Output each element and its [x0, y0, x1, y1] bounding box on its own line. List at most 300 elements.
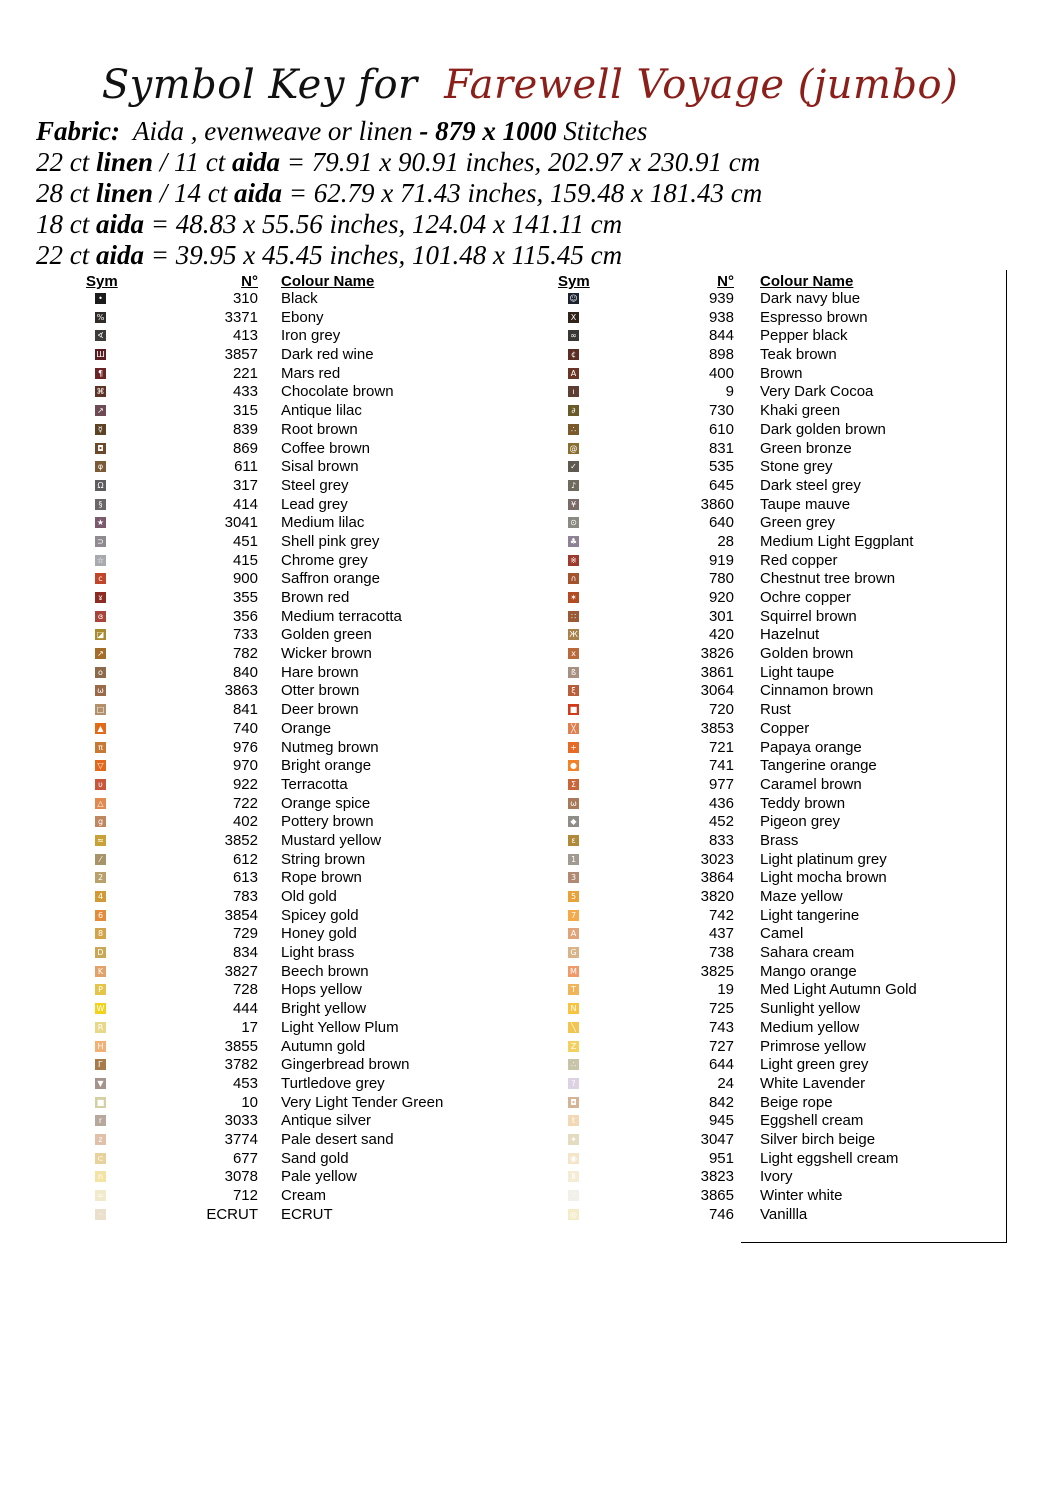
symbol-swatch: N	[568, 1003, 579, 1014]
bottom-border-line	[741, 1242, 1007, 1243]
colour-name: Honey gold	[281, 925, 357, 943]
color-number: 783	[232, 888, 258, 905]
colour-name: Brown	[760, 364, 803, 382]
color-number: 834	[232, 944, 258, 962]
fabric-size-a: 22 ct	[36, 147, 90, 177]
symbol-swatch: c	[95, 573, 106, 584]
fabric-line	[36, 116, 762, 147]
color-number: 951	[708, 1149, 734, 1167]
color-number: 221	[232, 364, 258, 382]
color-number: 355	[232, 589, 258, 606]
colour-name: Chestnut tree brown	[760, 570, 896, 588]
symbol-swatch: ✓	[568, 461, 579, 472]
num-header-right: N°	[717, 273, 734, 290]
color-number: 831	[708, 439, 734, 457]
colour-name: Winter white	[760, 1187, 843, 1204]
symbol-swatch: ▲	[95, 723, 106, 734]
colour-name: Otter brown	[281, 682, 360, 700]
symbol-swatch: H	[95, 1041, 106, 1052]
color-number: 945	[708, 1112, 734, 1130]
color-number: 740	[232, 719, 258, 737]
colour-name: Light tangerine	[760, 906, 860, 924]
color-number: 833	[708, 831, 734, 849]
color-number: 741	[708, 757, 734, 775]
symbol-swatch: z	[95, 1134, 106, 1145]
symbol-swatch: ●	[568, 760, 579, 771]
colour-name: Sand gold	[281, 1149, 349, 1167]
symbol-swatch: ξ	[568, 685, 579, 696]
symbol-swatch: ß	[568, 667, 579, 678]
color-number: 10	[241, 1093, 258, 1111]
color-number: 315	[232, 402, 258, 420]
symbol-swatch: ɞ	[95, 611, 106, 622]
colour-name: Cinnamon brown	[760, 682, 874, 700]
color-number: 725	[708, 1000, 734, 1018]
symbol-swatch: ↗	[95, 405, 106, 416]
colour-name: Camel	[760, 925, 804, 943]
colour-name: Squirrel brown	[760, 607, 857, 625]
symbol-swatch: ╳	[568, 723, 579, 734]
fabric-size-a: 28 ct	[36, 178, 90, 208]
color-number: 414	[232, 495, 258, 513]
symbol-swatch: 6	[95, 910, 106, 921]
color-number: 3827	[224, 962, 258, 980]
colour-name: Copper	[760, 719, 810, 737]
symbol-swatch: A	[568, 928, 579, 939]
color-number: 402	[232, 813, 258, 831]
color-number: 3078	[224, 1168, 258, 1186]
symbol-swatch: Ω	[95, 480, 106, 491]
fabric-types: Aida , evenweave or linen	[133, 116, 413, 146]
colour-name: Light green grey	[760, 1056, 869, 1074]
color-number: 900	[232, 570, 258, 588]
color-number: 3863	[224, 682, 258, 700]
colour-name: Orange spice	[281, 794, 371, 812]
color-number: 977	[708, 775, 734, 793]
fabric-size-line	[36, 240, 762, 271]
symbol-swatch: ♣	[569, 536, 578, 546]
fabric-size-d: aida	[96, 240, 145, 270]
color-number: 420	[708, 626, 734, 644]
colour-name: Sisal brown	[281, 458, 359, 476]
color-number: 938	[708, 308, 734, 326]
color-number: 640	[708, 514, 734, 532]
symbol-swatch: x	[568, 648, 579, 659]
color-number: 3853	[700, 719, 734, 737]
color-number: 722	[232, 794, 258, 812]
symbol-swatch: ■	[96, 1097, 105, 1107]
colour-name: Papaya orange	[760, 738, 862, 756]
symbol-swatch: ∵	[568, 1190, 579, 1201]
symbol-swatch: ↗	[95, 648, 106, 659]
color-number: 400	[708, 364, 734, 382]
color-number: 3033	[224, 1112, 258, 1130]
symbol-swatch: §	[95, 499, 106, 510]
color-number: 3825	[700, 962, 734, 980]
colour-name: Spicey gold	[281, 906, 359, 924]
colour-name: Mars red	[281, 364, 341, 382]
symbol-swatch: ◉	[568, 1153, 579, 1164]
fabric-size-d: aida	[234, 178, 283, 208]
color-number: 746	[708, 1205, 734, 1223]
colour-name: ECRUT	[281, 1205, 333, 1223]
colour-name: Ochre copper	[760, 589, 851, 606]
color-number: 17	[241, 1018, 258, 1036]
symbol-swatch: Ⅱ	[568, 1171, 579, 1182]
symbol-swatch: ◘	[568, 1097, 579, 1108]
color-number: 898	[708, 346, 734, 364]
color-number: 452	[708, 813, 734, 831]
color-number: 743	[708, 1018, 734, 1036]
colour-name: Eggshell cream	[760, 1112, 864, 1130]
color-number: 3864	[700, 869, 734, 887]
symbol-swatch: ◎	[568, 1209, 579, 1220]
symbol-swatch: ¢	[568, 349, 579, 360]
color-number: 3865	[700, 1187, 734, 1204]
colour-name: Light eggshell cream	[760, 1149, 899, 1167]
color-number: 612	[232, 850, 258, 868]
colour-name: Gingerbread brown	[281, 1056, 410, 1074]
colour-name: Stone grey	[760, 458, 833, 476]
color-number: 3023	[700, 850, 734, 868]
symbol-swatch: 7	[568, 910, 579, 921]
color-number: 3041	[224, 514, 258, 532]
colour-name: Green grey	[760, 514, 836, 532]
color-number: 840	[232, 663, 258, 681]
symbol-swatch: ⊙	[568, 517, 579, 528]
colour-name: Mango orange	[760, 962, 857, 980]
symbol-swatch: ¥	[568, 499, 579, 510]
color-number: 970	[232, 757, 258, 775]
symbol-swatch: ☆	[96, 555, 105, 565]
colour-name: Chocolate brown	[281, 383, 394, 401]
page-title	[0, 60, 1060, 110]
fabric-size-e: = 48.83 x 55.56 inches, 124.04 x 141.11 cm	[150, 209, 623, 239]
symbol-swatch: W	[96, 1004, 105, 1014]
colour-name: White Lavender	[760, 1074, 866, 1092]
colour-name: Coffee brown	[281, 439, 370, 457]
color-number: 451	[232, 532, 258, 550]
symbol-swatch: ∢	[95, 330, 106, 341]
color-number: 919	[708, 551, 734, 569]
color-number: 3774	[224, 1130, 258, 1148]
color-number: 413	[232, 327, 258, 345]
color-number: 611	[234, 458, 258, 476]
symbol-swatch: t	[568, 1115, 579, 1126]
colour-name: Teak brown	[760, 346, 837, 364]
symbol-swatch: o	[95, 667, 106, 678]
symbol-swatch: π	[95, 742, 106, 753]
symbol-swatch: ⁄	[95, 854, 106, 865]
color-number: 742	[708, 906, 734, 924]
colour-name: Light Yellow Plum	[281, 1018, 399, 1036]
color-number: 301	[708, 607, 734, 625]
symbol-swatch: •	[95, 293, 106, 304]
color-number: 3064	[700, 682, 734, 700]
colour-name: Medium yellow	[760, 1018, 860, 1036]
colour-name: Light mocha brown	[760, 869, 887, 887]
colour-name: Red copper	[760, 551, 838, 569]
fabric-dash: -	[419, 116, 429, 146]
symbol-swatch: %	[96, 312, 105, 322]
colour-name: Medium terracotta	[281, 607, 402, 625]
colour-name: Pigeon grey	[760, 813, 841, 831]
color-number: 3861	[700, 663, 734, 681]
color-number: 610	[708, 420, 734, 438]
color-number: 920	[708, 589, 734, 606]
symbol-swatch: ɛ	[568, 835, 579, 846]
colour-name: Pottery brown	[281, 813, 374, 831]
colour-name: Pale desert sand	[281, 1130, 394, 1148]
colour-name: Terracotta	[281, 775, 348, 793]
color-number: 453	[232, 1074, 258, 1092]
symbol-swatch: ✦	[568, 1134, 579, 1145]
fabric-size-d: aida	[96, 209, 145, 239]
title-prefix: Symbol Key for	[101, 62, 418, 108]
color-number: 730	[708, 402, 734, 420]
color-number: 19	[717, 981, 734, 999]
color-number: 712	[232, 1187, 258, 1204]
symbol-swatch: Ш	[96, 350, 105, 360]
fabric-size-c: / 14 ct	[159, 178, 228, 208]
symbol-swatch: 2	[95, 872, 106, 883]
color-number: 3823	[700, 1168, 734, 1186]
fabric-label: Fabric:	[36, 116, 120, 146]
color-number: 317	[232, 476, 258, 494]
colour-name: Teddy brown	[760, 794, 846, 812]
colour-name: String brown	[281, 850, 366, 868]
symbol-swatch: Σ	[568, 779, 579, 790]
symbol-swatch: ◆	[568, 816, 579, 827]
color-number: 436	[708, 794, 734, 812]
color-number: 3371	[224, 308, 258, 326]
symbol-swatch: T	[568, 984, 579, 995]
colour-name: Ebony	[281, 308, 324, 326]
fabric-size-a: 18 ct	[36, 209, 90, 239]
colour-name: Tangerine orange	[760, 757, 877, 775]
colour-name: Golden green	[281, 626, 372, 644]
sym-header-left: Sym	[86, 273, 118, 290]
symbol-swatch: □	[96, 705, 105, 715]
right-border-line	[1006, 270, 1007, 1242]
colour-name: Black	[281, 290, 318, 307]
fabric-size-line	[36, 209, 762, 240]
symbol-swatch: ╲	[568, 1022, 579, 1033]
colour-name: Dark red wine	[281, 346, 374, 364]
fabric-size-line	[36, 178, 762, 209]
colour-name: Dark navy blue	[760, 290, 861, 307]
color-number: 437	[708, 925, 734, 943]
color-number: 738	[708, 944, 734, 962]
stitches-label: Stitches	[563, 116, 648, 146]
symbol-swatch: 5	[568, 891, 579, 902]
colour-name: Cream	[281, 1187, 327, 1204]
colour-name: Old gold	[281, 888, 337, 905]
colour-name: Steel grey	[281, 476, 349, 494]
color-number: 415	[232, 551, 258, 569]
symbol-swatch: =	[95, 1190, 106, 1201]
symbol-swatch: ■	[569, 705, 578, 715]
color-number: 869	[232, 439, 258, 457]
colour-name: Turtledove grey	[281, 1074, 385, 1092]
colour-name: Bright orange	[281, 757, 372, 775]
colour-name: Root brown	[281, 420, 358, 438]
stitch-count: 879 x 1000	[435, 116, 557, 146]
symbol-swatch: △	[95, 798, 106, 809]
color-number: 444	[232, 1000, 258, 1018]
color-number: 727	[708, 1037, 734, 1055]
symbol-swatch: υ	[95, 779, 106, 790]
fabric-size-c: / 11 ct	[159, 147, 226, 177]
symbol-swatch: ∩	[568, 573, 579, 584]
symbol-swatch: Г	[95, 1059, 106, 1070]
colour-name: Antique silver	[281, 1112, 372, 1130]
color-number: 3852	[224, 831, 258, 849]
color-number: 433	[232, 383, 258, 401]
title-pattern-name: Farewell Voyage (jumbo)	[444, 62, 959, 108]
color-number: 780	[708, 570, 734, 588]
colour-name: Nutmeg brown	[281, 738, 379, 756]
colour-name: Dark steel grey	[760, 476, 861, 494]
colour-name: Light platinum grey	[760, 850, 887, 868]
symbol-swatch: M	[568, 966, 579, 977]
colour-name: Med Light Autumn Gold	[760, 981, 917, 999]
colour-name: Sunlight yellow	[760, 1000, 861, 1018]
symbol-swatch: P	[95, 984, 106, 995]
color-number: 3826	[700, 645, 734, 663]
color-number: 3857	[224, 346, 258, 364]
color-number: 28	[717, 532, 734, 550]
colour-name: Deer brown	[281, 701, 359, 719]
symbol-swatch: ∞	[568, 330, 579, 341]
symbol-swatch: ω	[568, 798, 579, 809]
sym-header-right: Sym	[558, 273, 590, 290]
fabric-size-line	[36, 147, 762, 178]
color-number: 3855	[224, 1037, 258, 1055]
colour-name: Brown red	[281, 589, 350, 606]
color-number: 3047	[700, 1130, 734, 1148]
colour-name: Wicker brown	[281, 645, 372, 663]
color-number: 3860	[700, 495, 734, 513]
color-number: 729	[232, 925, 258, 943]
symbol-swatch: ¶	[95, 368, 106, 379]
colour-name: Primrose yellow	[760, 1037, 866, 1055]
fabric-size-e: = 62.79 x 71.43 inches, 159.48 x 181.43 cm	[288, 178, 763, 208]
fabric-size-e: = 39.95 x 45.45 inches, 101.48 x 115.45 cm	[150, 240, 623, 270]
symbol-swatch: 4	[95, 891, 106, 902]
colour-name: Light brass	[281, 944, 355, 962]
colour-name: Khaki green	[760, 402, 841, 420]
color-number: 9	[725, 383, 734, 401]
symbol-swatch: ı	[568, 386, 579, 397]
colour-name: Hops yellow	[281, 981, 362, 999]
symbol-swatch: ∴	[568, 1059, 579, 1070]
color-number: 842	[708, 1093, 734, 1111]
fabric-size-b: linen	[96, 178, 154, 208]
color-number: 3782	[224, 1056, 258, 1074]
name-header-right: Colour Name	[760, 273, 854, 290]
colour-name: Taupe mauve	[760, 495, 851, 513]
symbol-swatch: ◘	[95, 443, 106, 454]
symbol-swatch: A	[568, 368, 579, 379]
symbol-swatch: +	[568, 742, 579, 753]
colour-name: Silver birch beige	[760, 1130, 876, 1148]
name-header-left: Colour Name	[281, 273, 375, 290]
colour-name: Golden brown	[760, 645, 854, 663]
color-number: 645	[708, 476, 734, 494]
colour-name: Hazelnut	[760, 626, 820, 644]
symbol-swatch: ⊂	[95, 1153, 106, 1164]
colour-name: Rope brown	[281, 869, 362, 887]
colour-name: Green bronze	[760, 439, 852, 457]
color-number: 733	[232, 626, 258, 644]
colour-name: Autumn gold	[281, 1037, 366, 1055]
symbol-swatch: Ж	[569, 630, 578, 640]
colour-name: Light taupe	[760, 663, 835, 681]
symbol-swatch: ※	[568, 555, 579, 566]
symbol-swatch: ★	[96, 518, 105, 528]
symbol-swatch: 1	[568, 854, 579, 865]
color-number: 976	[232, 738, 258, 756]
color-number: 922	[232, 775, 258, 793]
color-number: 310	[232, 290, 258, 307]
color-number: 3820	[700, 888, 734, 905]
colour-name: Mustard yellow	[281, 831, 382, 849]
color-number: 677	[232, 1149, 258, 1167]
color-number: 721	[708, 738, 734, 756]
colour-name: Beech brown	[281, 962, 369, 980]
symbol-swatch: ?	[568, 1078, 579, 1089]
colour-name: Very Dark Cocoa	[760, 383, 874, 401]
color-number: 535	[708, 458, 734, 476]
colour-name: Pepper black	[760, 327, 848, 345]
symbol-swatch: ▼	[95, 1078, 106, 1089]
color-number: 844	[708, 327, 734, 345]
colour-name: Rust	[760, 701, 791, 719]
symbol-swatch: ⌘	[96, 387, 105, 397]
colour-name: Antique lilac	[281, 402, 362, 420]
color-number: 644	[708, 1056, 734, 1074]
color-number: 839	[232, 420, 258, 438]
color-number: 613	[232, 869, 258, 887]
symbol-swatch: ω	[95, 685, 106, 696]
color-number: 939	[708, 290, 734, 307]
symbol-swatch: φ	[95, 461, 106, 472]
symbol-swatch: ✶	[568, 592, 579, 603]
colour-name: Dark golden brown	[760, 420, 886, 438]
color-number: 24	[717, 1074, 734, 1092]
colour-name: Orange	[281, 719, 332, 737]
color-number: 728	[232, 981, 258, 999]
colour-name: Medium lilac	[281, 514, 365, 532]
colour-name: Espresso brown	[760, 308, 868, 326]
colour-name: Brass	[760, 831, 799, 849]
colour-name: Iron grey	[281, 327, 341, 345]
symbol-swatch: g	[95, 816, 106, 827]
fabric-info	[36, 116, 762, 271]
symbol-swatch: ☺	[569, 294, 578, 303]
symbol-swatch: ≈	[95, 835, 106, 846]
color-number: 720	[708, 701, 734, 719]
colour-name: Chrome grey	[281, 551, 368, 569]
symbol-swatch: n	[95, 1171, 106, 1182]
symbol-swatch: ▽	[95, 760, 106, 771]
symbol-swatch: ⊃	[95, 536, 106, 547]
colour-name: Maze yellow	[760, 888, 843, 905]
symbol-swatch: @	[569, 443, 578, 453]
symbol-swatch: ∷	[568, 611, 579, 622]
colour-name: Hare brown	[281, 663, 359, 681]
